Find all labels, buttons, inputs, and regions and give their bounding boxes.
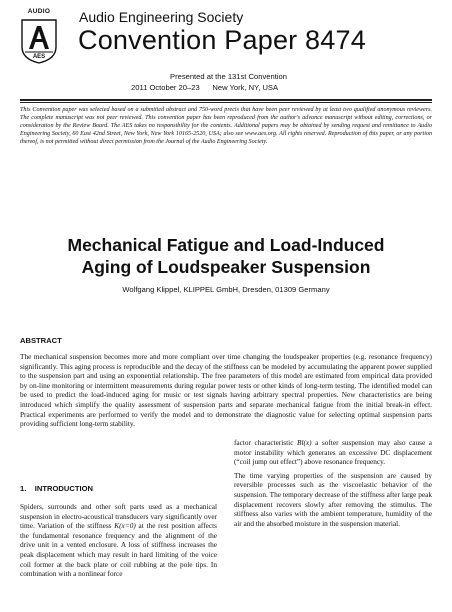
date-location-line bbox=[131, 83, 278, 92]
paper-title-line-1: Mechanical Fatigue and Load-Induced bbox=[67, 235, 385, 255]
society-name: Audio Engineering Society bbox=[79, 9, 244, 25]
intro-text: factor characteristic bbox=[234, 438, 297, 447]
right-column bbox=[234, 438, 432, 532]
convention-location: New York, NY, USA bbox=[212, 83, 279, 92]
intro-text: Spiders, surrounds and other soft parts used as a mechanical suspension in electro-acoustical transducers vary significantly over time. Variation of the stiffness bbox=[20, 502, 217, 531]
logo-top-text: AUDIO bbox=[27, 8, 51, 15]
convention-paper-title: Convention Paper 8474 bbox=[78, 25, 366, 55]
logo-bottom-text: AES bbox=[32, 54, 46, 60]
intro-text: at the rest position affects the fundamental resonance frequency and the alignment of the drive unit in a vented enclosure. A loss of stiffness increases the peak displacement which may result in hard limiting of the voice coil former at the back plate or coil rubbing at the pole tips. In combination with a nonlinear force bbox=[20, 521, 217, 579]
convention-date: 2011 October 20–23 bbox=[131, 83, 200, 92]
abstract-body: The mechanical suspension becomes more and more compliant over time changing the loudspeaker properties (e.g. resonance frequency) significantly. This aging process is reproducible and the decay of the stiffness can be modeled by accumulating the apparent power supplied to the suspension part and using an exponential relationship. The free parameters of this model are estimated from empirical data provided by on-line monitoring or intermittent measurements during regular power tests or other kinds of long-term testing. The identified model can be used to predict the load-induced aging for music or test signals having arbitrary spectral properties. New characteristics are being introduced which simplify the quality assessment of suspension parts and separate mechanical fatigue from the initial break-in effect. Practical experiments are performed to verify the model and to demonstrate the diagnostic value for selecting optimal suspension parts providing sufficient long-term stability. bbox=[20, 352, 432, 429]
paper-title bbox=[20, 234, 432, 278]
intro-paragraph-1 bbox=[20, 502, 217, 579]
author-line: Wolfgang Klippel, KLIPPEL GmbH, Dresden, 01309 Germany bbox=[122, 285, 330, 294]
presented-at: Presented at the 131st Convention bbox=[170, 72, 287, 81]
intro-text: a softer suspension may also cause a motor instability which generates an excessive DC displacement (“coil jump out effect”) above resonance frequency. bbox=[234, 438, 432, 467]
header-rule bbox=[20, 99, 432, 101]
abstract-heading: ABSTRACT bbox=[20, 336, 62, 345]
aes-logo bbox=[15, 8, 63, 64]
intro-heading: 1. INTRODUCTION bbox=[20, 484, 93, 493]
copyright-notice: This Convention paper was selected based on a submitted abstract and 750-word precis that have been peer reviewed by at least two qualified anonymous reviewers. The complete manuscript was not peer reviewed. This convention paper has been reproduced from the author's advance manuscript without editing, corrections, or consideration by the Review Board. The AES takes no responsibility for the contents. Additional papers may be obtained by sending request and remittance to Audio Engineering Society, 60 East 42nd Street, New York, New York 10165-2520, USA; also see www.aes.org. All rights reserved. Reproduction of this paper, or any portion thereof, is not permitted without direct permission from the Journal of the Audio Engineering Society. bbox=[20, 107, 432, 145]
math-force-factor: Bl(x) bbox=[296, 438, 312, 447]
paper-title-line-2: Aging of Loudspeaker Suspension bbox=[81, 257, 371, 277]
intro-paragraph-1-cont bbox=[234, 438, 432, 467]
intro-paragraph-2: The time varying properties of the suspension are caused by reversible processes such as the viscoelastic behavior of the suspension. The temporary decrease of the stiffness after large peak displacement recovers slowly after removing the stimulus. The stiffness also varies with the ambient temperature, humidity of the air and the absorbed moisture in the suspension material. bbox=[234, 470, 432, 528]
header-rule-thin bbox=[20, 102, 432, 103]
left-column bbox=[20, 502, 217, 579]
math-stiffness: K(x=0) bbox=[114, 521, 136, 531]
